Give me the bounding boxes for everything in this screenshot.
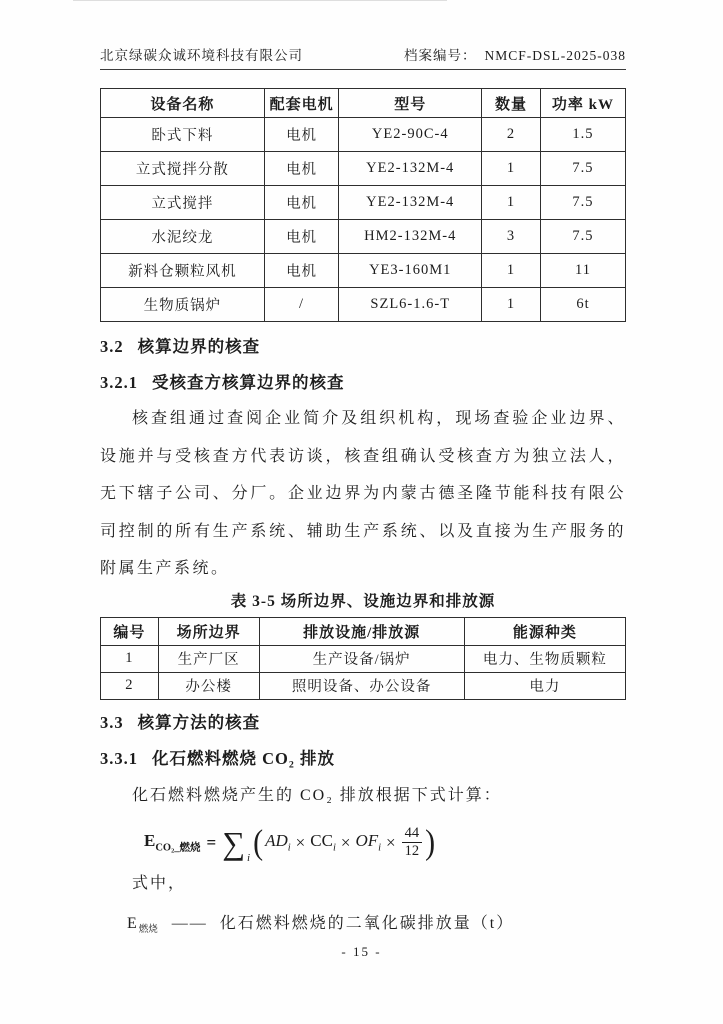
table-row [101,220,626,254]
table-cell: YE2-90C-4 [339,118,482,152]
scan-artifact-line [73,0,447,1]
definition-symbol [127,912,158,942]
formula-lhs-symbol: E [144,830,156,850]
formula-term-cc [310,831,336,853]
section-number: 3.2.1 [100,373,138,392]
term-subscript: i [332,842,336,854]
boundary-table [100,617,626,700]
definition-dash: —— [171,914,208,932]
table-row [101,288,626,322]
term-symbol: CC [310,831,333,851]
table-cell: YE3-160M1 [339,254,482,288]
open-paren: ( [253,822,264,861]
formula-term-ad [265,831,291,853]
table-cell: 立式搅拌分散 [101,152,265,186]
table-cell: 电机 [264,118,339,152]
running-header [100,0,626,70]
formula-intro-text: 化石燃料燃烧产生的 CO₂ 排放根据下式计算： [132,786,502,804]
section-number: 3.3 [100,712,124,732]
section-title: 核算方法的核查 [137,712,261,732]
multiply-sign: × [386,832,396,852]
column-header: 编号 [101,617,159,645]
column-header: 配套电机 [264,89,339,118]
table-cell: 办公楼 [158,672,259,699]
table-cell: 6t [540,288,625,322]
file-number-value: NMCF-DSL-2025-038 [484,48,626,63]
formula-lhs-subscript: CO₂_燃烧 [155,842,201,854]
table-cell: 生产厂区 [158,645,259,672]
column-header: 数量 [482,89,541,118]
column-header: 排放设施/排放源 [259,617,464,645]
table-cell: 3 [482,220,541,254]
fraction-44-12 [402,825,423,860]
page-content [100,0,626,942]
formula-term-of [355,831,381,853]
term-subscript: i [287,842,291,854]
table-cell: YE2-132M-4 [339,152,482,186]
table-header-row [101,617,626,645]
close-paren: ) [425,822,436,861]
column-header: 功率 kW [540,89,625,118]
table-cell: 新料仓颗粒风机 [101,254,265,288]
table-3-5-caption: 表 3-5 场所边界、设施边界和排放源 [230,592,496,610]
table-cell: 电机 [264,220,339,254]
table-cell: 生产设备/锅炉 [259,645,464,672]
multiply-sign: × [340,832,351,852]
table-row [101,645,626,672]
section-heading-3-2-1 [100,371,626,395]
boundary-paragraph: 核查组通过查阅企业简介及组织机构，现场查验企业边界、设施并与受核查方代表访谈，核查组确认受核查方为独立法人，无下辖子公司、分厂。企业边界为内蒙古德圣隆节能科技有限公司控制的所有生产系统、辅助生产系统、以及直接为生产服务的附属生产系统。 [100,410,626,577]
where-label: 式中， [132,874,187,892]
equipment-table [100,88,626,322]
table-row [101,186,626,220]
table-cell: HM2-132M-4 [339,220,482,254]
sigma-symbol: ∑ [222,824,245,861]
column-header: 设备名称 [101,89,265,118]
company-name: 北京绿碳众诚环境科技有限公司 [100,48,303,63]
equals-sign: = [206,832,217,852]
section-number: 3.2 [100,337,124,356]
page-number: - 15 - [341,944,382,959]
section-heading-3-2 [100,335,626,359]
table-cell: 1 [482,152,541,186]
column-header: 能源种类 [464,617,625,645]
table-cell: 电力 [464,672,625,699]
table-cell: 1 [482,254,541,288]
file-number-group [404,47,626,64]
table-row [101,152,626,186]
multiply-sign: × [295,832,306,852]
table-cell: 11 [540,254,625,288]
section-number: 3.3.1 [100,748,138,768]
table-cell: 生物质锅炉 [101,288,265,322]
table-cell: 照明设备、办公设备 [259,672,464,699]
section-heading-3-3-1 [100,747,626,771]
table-cell: 卧式下料 [101,118,265,152]
term-symbol: AD [265,831,288,851]
fraction-denominator: 12 [404,843,420,859]
table-row [101,118,626,152]
table-cell: YE2-132M-4 [339,186,482,220]
sigma-index: i [247,851,251,864]
section-heading-3-3 [100,711,626,735]
table-cell: 1 [101,645,159,672]
symbol-definition-line [127,912,626,942]
co2-combustion-formula [144,820,626,866]
definition-symbol-subscript: 燃烧 [138,924,158,935]
definition-text: 化石燃料燃烧的二氧化碳排放量（t） [219,914,515,932]
table-cell: 电机 [264,152,339,186]
file-number-label: 档案编号： [403,48,477,63]
table-cell: 7.5 [540,220,625,254]
definition-symbol-base: E [127,914,139,932]
table-cell: 立式搅拌 [101,186,265,220]
table-cell: / [264,288,339,322]
table-cell: 1 [482,186,541,220]
table-cell: SZL6-1.6-T [339,288,482,322]
table-row [101,254,626,288]
fraction-numerator: 44 [402,825,423,843]
table-cell: 7.5 [540,152,625,186]
table-row [101,672,626,699]
section-title: 受核查方核算边界的核查 [152,373,345,392]
table-cell: 电机 [264,254,339,288]
table-cell: 2 [482,118,541,152]
column-header: 场所边界 [158,617,259,645]
table-header-row [101,89,626,118]
term-symbol: OF [355,831,379,851]
table-cell: 电力、生物质颗粒 [464,645,625,672]
table-cell: 1.5 [540,118,625,152]
table-cell: 1 [482,288,541,322]
term-subscript: i [378,842,382,854]
table-cell: 电机 [264,186,339,220]
table-cell: 水泥绞龙 [101,220,265,254]
formula-lhs [144,831,201,854]
table-cell: 7.5 [540,186,625,220]
section-title: 核算边界的核查 [137,337,261,356]
column-header: 型号 [339,89,482,118]
section-title: 化石燃料燃烧 CO₂ 排放 [152,748,335,768]
table-cell: 2 [101,672,159,699]
